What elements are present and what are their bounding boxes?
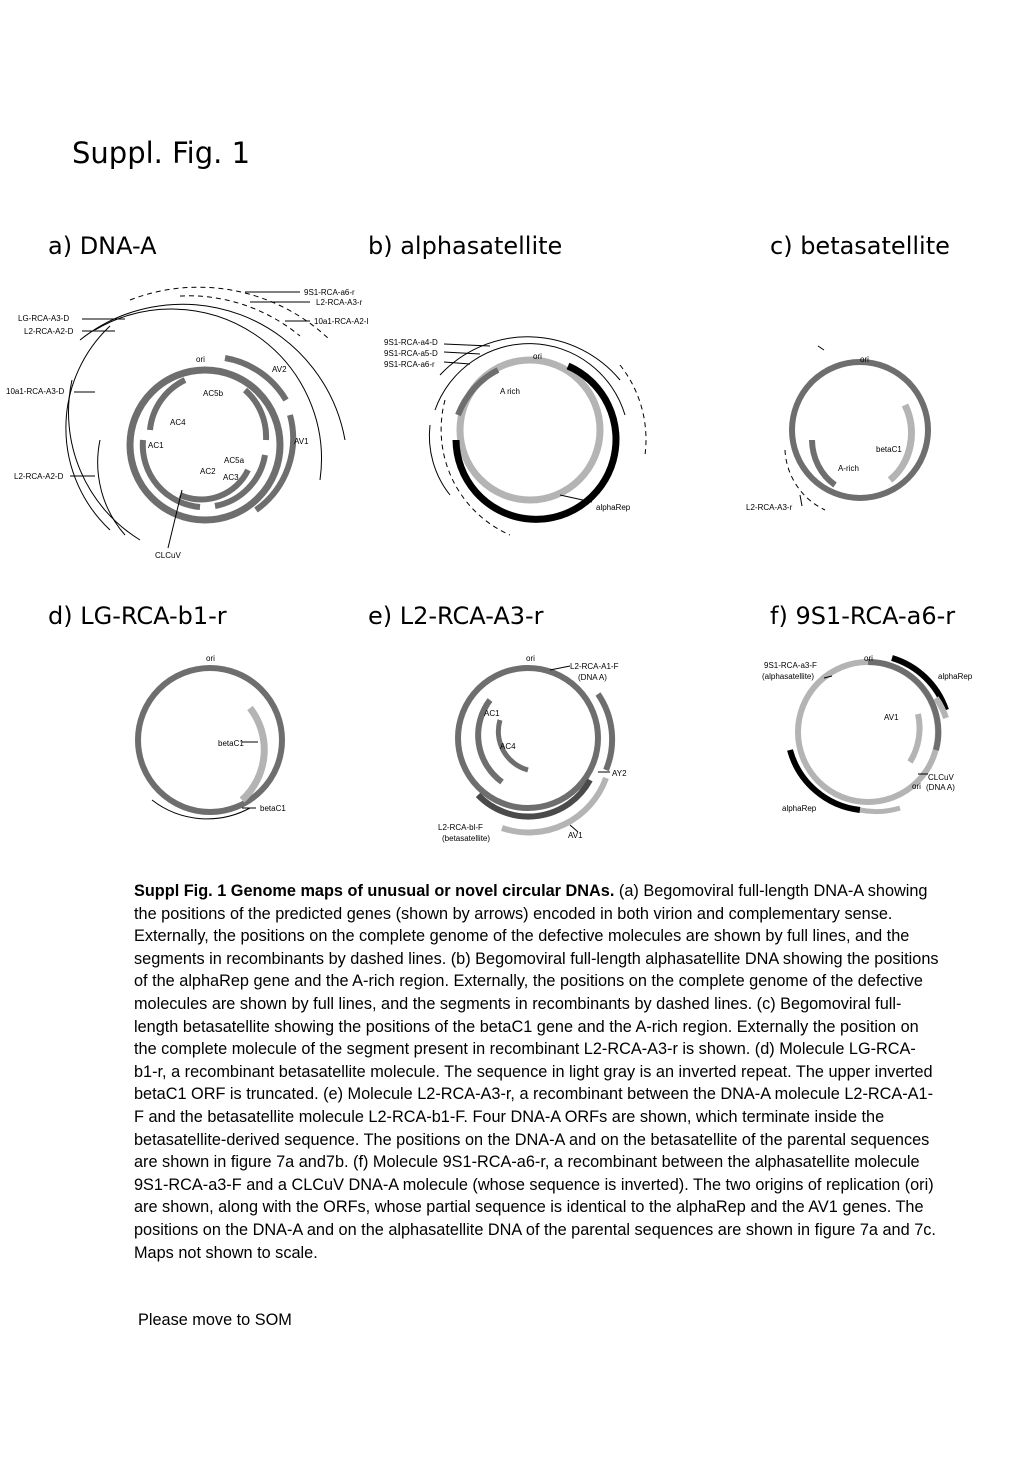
panel-b-label: b) alphasatellite xyxy=(368,232,563,260)
full-arc xyxy=(429,425,450,495)
panel-e-label: e) L2-RCA-A3-r xyxy=(368,602,544,630)
label: AC2 xyxy=(200,467,216,476)
label: (alphasatellite) xyxy=(762,672,815,681)
label: alphaRep xyxy=(596,503,631,512)
map-l2-rca-a3-r xyxy=(430,650,660,850)
leader xyxy=(444,352,480,354)
label: A rich xyxy=(500,387,521,396)
label: (DNA A) xyxy=(926,783,955,792)
label: betaC1 xyxy=(260,804,286,813)
dashed-arc-1 xyxy=(130,287,330,340)
label: ori xyxy=(864,654,873,663)
orf-betac1-upper xyxy=(242,708,264,800)
label: L2-RCA-A1-F xyxy=(570,662,619,671)
map-dna-a xyxy=(0,280,370,570)
label: 10a1-RCA-A3-D xyxy=(6,387,65,396)
orf-av1 xyxy=(910,714,920,762)
label: (DNA A) xyxy=(578,673,607,682)
label: L2-RCA-A3-r xyxy=(316,298,363,307)
label: ori xyxy=(206,654,215,663)
orf-alpharep-2-tail xyxy=(860,808,900,812)
label: AC1 xyxy=(148,441,164,450)
panel-d-label: d) LG-RCA-b1-r xyxy=(48,602,227,630)
leader xyxy=(444,362,470,364)
label: 10a1-RCA-A2-I xyxy=(314,317,369,326)
label: alphaRep xyxy=(938,672,973,681)
panel-a-label: a) DNA-A xyxy=(48,232,157,260)
map-alphasatellite xyxy=(380,330,660,540)
label: betaC1 xyxy=(876,445,902,454)
tick xyxy=(818,346,824,350)
label: 9S1-RCA-a6-r xyxy=(384,360,435,369)
dashed-arc xyxy=(441,400,510,535)
map-lg-rca-b1-r xyxy=(130,650,330,825)
label: AV1 xyxy=(884,713,899,722)
label: ori xyxy=(533,352,542,361)
label: AC3 xyxy=(223,473,239,482)
label: AV1 xyxy=(568,831,583,840)
label: ori xyxy=(526,654,535,663)
dna-a-segment xyxy=(868,662,938,750)
figure-caption xyxy=(134,880,939,1264)
label: AV1 xyxy=(294,437,309,446)
caption-heading: Suppl Fig. 1 Genome maps of unusual or novel circular DNAs. xyxy=(134,882,615,900)
label: ori xyxy=(912,782,921,791)
label: ori xyxy=(860,355,869,364)
label: L2-RCA-bl-F xyxy=(438,823,483,832)
label: A-rich xyxy=(838,464,859,473)
map-9s1-rca-a6-r xyxy=(760,650,990,820)
leader xyxy=(800,495,802,506)
label: 9S1-RCA-a6-r xyxy=(304,288,355,297)
leader xyxy=(550,666,570,670)
label: CLCuV xyxy=(928,773,954,782)
label: AC5b xyxy=(203,389,224,398)
genome-circle xyxy=(792,362,928,498)
label: 9S1-RCA-a5-D xyxy=(384,349,438,358)
dashed-arc xyxy=(785,450,825,510)
label: (betasatellite) xyxy=(442,834,491,843)
label: L2-RCA-A2-D xyxy=(24,327,74,336)
panel-f-label: f) 9S1-RCA-a6-r xyxy=(770,602,956,630)
label: L2-RCA-A2-D xyxy=(14,472,64,481)
label: AC4 xyxy=(500,742,516,751)
label: AY2 xyxy=(612,769,627,778)
label: ori xyxy=(196,355,205,364)
label: CLCuV xyxy=(155,551,181,560)
label: 9S1-RCA-a3-F xyxy=(764,661,817,670)
full-arc-3 xyxy=(66,326,110,530)
label: LG-RCA-A3-D xyxy=(18,314,70,323)
label: betaC1 xyxy=(218,739,244,748)
label: alphaRep xyxy=(782,804,817,813)
orf-betac1 xyxy=(890,405,911,480)
panel-c-label: c) betasatellite xyxy=(770,232,950,260)
page-title: Suppl. Fig. 1 xyxy=(72,136,251,170)
note: Please move to SOM xyxy=(138,1311,292,1329)
full-arc-5 xyxy=(98,440,125,535)
label: AV2 xyxy=(272,365,287,374)
map-betasatellite xyxy=(740,340,970,525)
label: AC4 xyxy=(170,418,186,427)
label: L2-RCA-A3-r xyxy=(746,503,793,512)
caption-body: (a) Begomoviral full-length DNA-A showing the positions of the predicted genes (shown by arrows) encoded in both virion and complementary sense. Externally, the positions on the complete genome of the defective molecules are shown by full lines, and the segments in recombinants by dashed lines. (b) Begomoviral full-length alphasatellite DNA showing the positions of the alphaRep gene and the A-rich region. Externally, the positions on the complete genome of the defective molecules are shown by full lines, and the segments in recombinants by dashed lines. (c) Begomoviral full-length betasatellite showing the positions of the betaC1 gene and the A-rich region. Externally the position on the complete molecule of the segment present in recombinant L2-RCA-A3-r is shown. (d) Molecule LG-RCA-b1-r, a recombinant betasatellite molecule. The sequence in light gray is an inverted repeat. The upper inverted betaC1 ORF is truncated. (e) Molecule L2-RCA-A3-r, a recombinant between the DNA-A molecule L2-RCA-A1-F and the betasatellite molecule L2-RCA-b1-F. Four DNA-A ORFs are shown, which terminate inside the betasatellite-derived sequence. The positions on the DNA-A and on the betasatellite of the parental sequences are shown in figure 7a and7b. (f) Molecule 9S1-RCA-a6-r, a recombinant between the alphasatellite molecule 9S1-RCA-a3-F and a CLCuV DNA-A molecule (whose sequence is inverted). The two origins of replication (ori) are shown, along with the ORFs, whose partial sequence is identical to the alphaRep and the AV1 genes. The positions on the DNA-A and on the alphasatellite DNA of the parental sequences are shown in figure 7a and 7c. Maps not shown to scale. xyxy=(134,882,939,1262)
label: AC5a xyxy=(224,456,245,465)
label: 9S1-RCA-a4-D xyxy=(384,338,438,347)
a-rich-region xyxy=(458,370,498,415)
label: AC1 xyxy=(484,709,500,718)
